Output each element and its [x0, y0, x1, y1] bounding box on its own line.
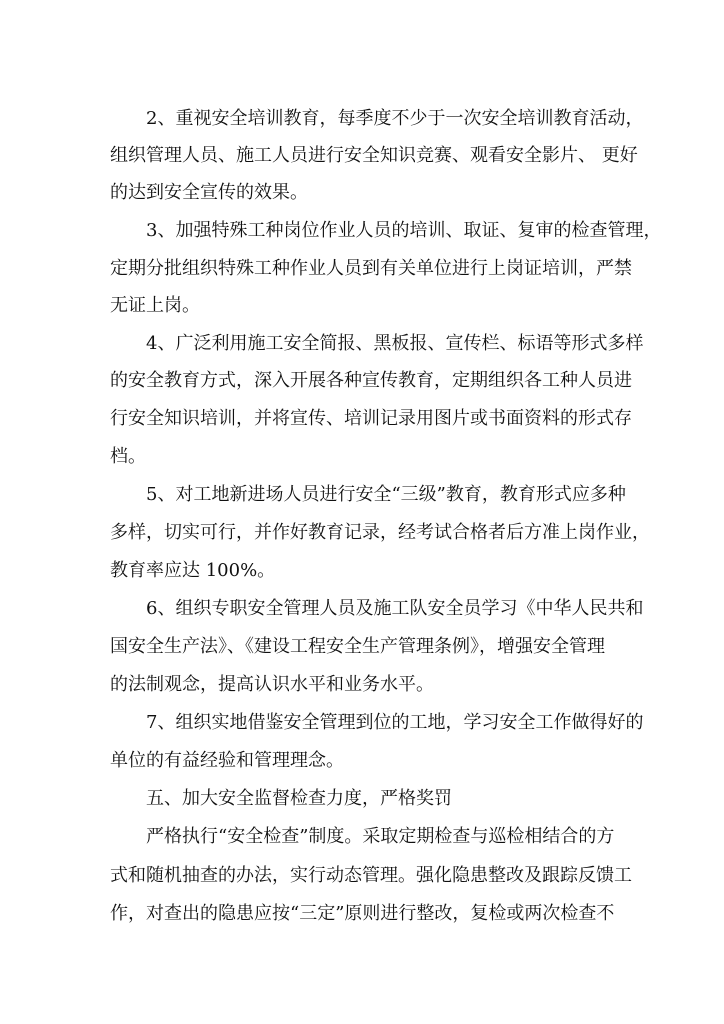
paragraph-inspection-line-3: 作，对查出的隐患应按“三定”原则进行整改，复检或两次检查不 — [110, 903, 615, 924]
paragraph-3-line-2: 定期分批组织特殊工种作业人员到有关单位进行上岗证培训，严禁 — [110, 258, 632, 279]
paragraph-6-line-2: 国安全生产法》、《建设工程安全生产管理条例》，增强安全管理 — [110, 636, 605, 657]
paragraph-2-line-3: 的达到安全宣传的效果。 — [110, 182, 308, 203]
paragraph-5-line-2: 多样，切实可行，并作好教育记录，经考试合格者后方准上岗作业， — [110, 522, 650, 543]
paragraph-2-line-1: 2、重视安全培训教育，每季度不少于一次安全培训教育活动， — [146, 108, 644, 129]
paragraph-6-line-3: 的法制观念，提高认识水平和业务水平。 — [110, 674, 434, 695]
paragraph-2-line-2: 组织管理人员、施工人员进行安全知识竞赛、观看安全影片、 更好 — [110, 145, 638, 166]
section-heading-5: 五、加大安全监督检查力度，严格奖罚 — [146, 788, 452, 809]
paragraph-4-line-1: 4、广泛利用施工安全简报、黑板报、宣传栏、标语等形式多样 — [146, 333, 644, 354]
paragraph-7-line-1: 7、组织实地借鉴安全管理到位的工地，学习安全工作做得好的 — [146, 712, 644, 733]
paragraph-5-line-1: 5、对工地新进场人员进行安全“三级”教育，教育形式应多种 — [146, 484, 626, 505]
paragraph-6-line-1: 6、组织专职安全管理人员及施工队安全员学习《中华人民共和 — [146, 598, 644, 619]
paragraph-4-line-3: 行安全知识培训，并将宣传、培训记录用图片或书面资料的形式存 — [110, 408, 632, 429]
paragraph-7-line-2: 单位的有益经验和管理理念。 — [110, 750, 344, 771]
paragraph-3-line-3: 无证上岗。 — [110, 295, 200, 316]
paragraph-5-line-3: 教育率应达 100%。 — [110, 560, 276, 581]
paragraph-4-line-2: 的安全教育方式，深入开展各种宣传教育，定期组织各工种人员进 — [110, 370, 632, 391]
paragraph-inspection-line-1: 严格执行“安全检查”制度。采取定期检查与巡检相结合的方 — [146, 826, 615, 847]
paragraph-inspection-line-2: 式和随机抽查的办法，实行动态管理。强化隐患整改及跟踪反馈工 — [110, 865, 632, 886]
paragraph-3-line-1: 3、加强特殊工种岗位作业人员的培训、取证、复审的检查管理， — [146, 220, 662, 241]
paragraph-4-line-4: 档。 — [110, 446, 146, 467]
